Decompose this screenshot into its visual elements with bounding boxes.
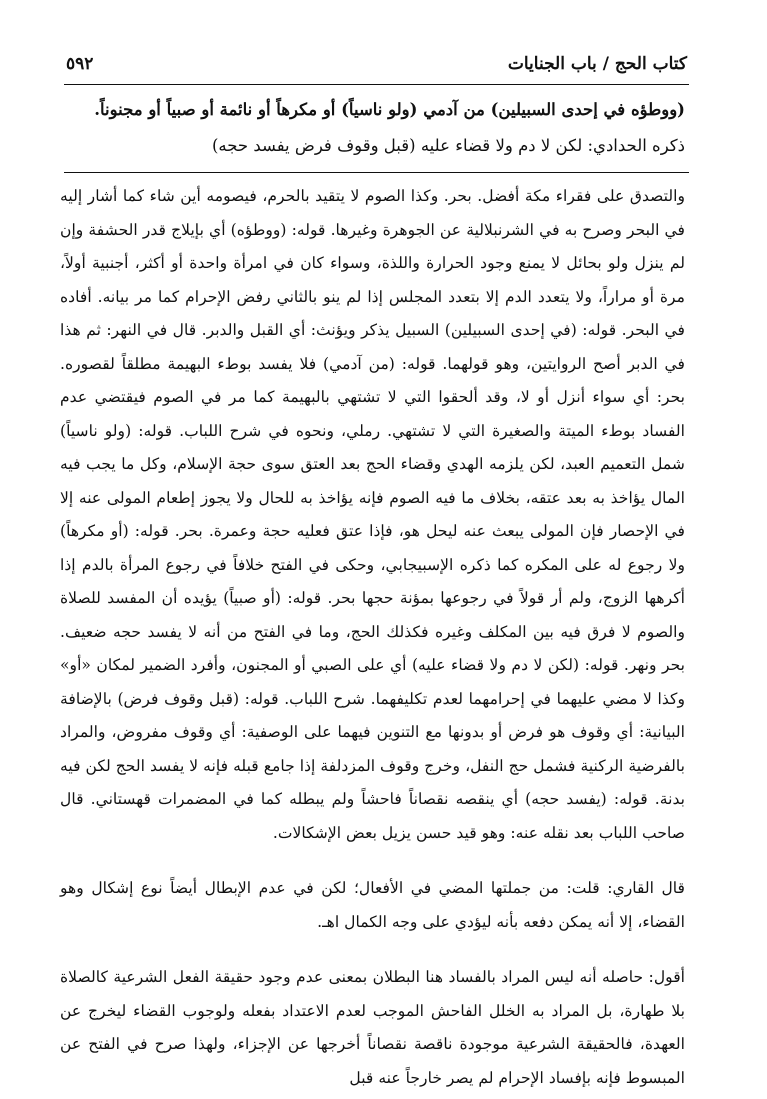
page-number: ٥٩٢ [66, 54, 94, 74]
commentary-paragraph: أقول: حاصله أنه ليس المراد بالفساد هنا البطلان بمعنى عدم وجود حقيقة الفعل الشرعية كالصلاة بلا طهارة، بل المراد به الخلل الفاحش الموجب لعدم الاعتداد بفعله ولوجوب القضاء ليخرج عن العهدة، فالحقيقة الشرعية موجودة ناقصة نقصاناً أخرجها عن الإجزاء، ولهذا صرح في الفتح عن المبسوط فإنه بإفساد الإحرام لم يصر خارجاً عنه قبل [60, 968, 685, 1087]
matn-line: ذكره الحدادي: لكن لا دم ولا قضاء عليه (قبل وقوف فرض يفسد حجه) [211, 136, 685, 155]
matn-divider [64, 172, 689, 173]
commentary-paragraph: والتصدق على فقراء مكة أفضل. بحر. وكذا الصوم لا يتقيد بالحرم، فيصومه أين شاء كما أشار إليه في البحر وصرح به في الشرنبلالية عن الجوهرة وغيرها. قوله: (ووطؤه) أي بإيلاج قدر الحشفة وإن لم ينزل ولو بحائل لا يمنع وجود الحرارة واللذة، وسواء كان في امرأة واحدة أو أكثر، أجنبية أولاً، مرة أو مراراً، ولا يتعدد الدم إلا بتعدد المجلس إذا لم ينو بالثاني رفض الإحرام كما مر بيانه. أفاده في البحر. قوله: (في إحدى السبيلين) السبيل يذكر ويؤنث: أي القبل والدبر. قال في النهر: ثم هذا في الدبر أصح الروايتين، وهو قولهما. قوله: (من آدمي) فلا يفسد بوطء البهيمة مطلقاً لقصوره. بحر: أي سواء أنزل أو لا، وقد ألحقوا التي لا تشتهي بالبهيمة كما مر في الصوم فيقتضي عدم الفساد بوطء الميتة والصغيرة التي لا تشتهي. رملي، ونحوه في شرح اللباب. قوله: (ولو ناسياً) شمل التعميم العبد، لكن يلزمه الهدي وقضاء الحج بعد العتق سوى حجة الإسلام، وكل ما يجب فيه المال يؤاخذ به بعد عتقه، بخلاف ما فيه الصوم فإنه يؤاخذ به للحال ولا يجوز إطعام المولى عنه إلا في الإحصار فإن المولى يبعث عنه ليحل هو، فإذا عتق فعليه حجة وعمرة. بحر. قوله: (أو مكرهاً) ولا رجوع له على المكره كما ذكره الإسبيجابي، وحكى في الفتح خلافاً في رجوع المرأة بالدم إذا أكرهها الزوج، ولم أر قولاً في رجوعها بمؤنة حجها بحر. قوله: (أو صبياً) يؤيده أن المفسد للصلاة والصوم لا فرق فيه بين المكلف وغيره فكذلك الحج، وما في الفتح من أنه لا يفسد حجه ضعيف. بحر ونهر. قوله: (لكن لا دم ولا قضاء عليه) أي على الصبي أو المجنون، وأفرد الضمير لمكان «أو» وكذا لا مضي عليهما في إحرامهما لعدم تكليفهما. شرح اللباب. قوله: (قبل وقوف فرض) بالإضافة البيانية: أي وقوف هو فرض أو بدونها مع التنوين فيهما على الوصفية: أي وقوف مفروض، والمراد بالفرضية الركنية فشمل حج النفل، وخرج وقوف المزدلفة إذا جامع قبله فإنه لا يفسد الحج لكن فيه بدنة. قوله: (يفسد حجه) أي ينقصه نقصاناً فاحشاً ولم يبطله كما في المضمرات قهستاني. قال صاحب اللباب بعد نقله عنه: وهو قيد حسن يزيل بعض الإشكالات. [60, 187, 685, 842]
running-header [66, 44, 687, 84]
header-title: كتاب الحج / باب الجنايات [507, 54, 687, 74]
matn-section [64, 92, 685, 164]
header-divider [64, 84, 689, 85]
commentary-paragraph: قال القاري: قلت: من جملتها المضي في الأفعال؛ لكن في عدم الإبطال أيضاً نوع إشكال وهو القضاء، إلا أنه يمكن دفعه بأنه ليؤدي على وجه الكمال اهـ. [60, 879, 685, 931]
matn-line: (ووطؤه في إحدى السبيلين) من آدمي (ولو ناسياً) أو مكرهاً أو نائمة أو صبياً أو مجنوناً. [94, 100, 685, 119]
commentary-body [60, 180, 685, 1095]
